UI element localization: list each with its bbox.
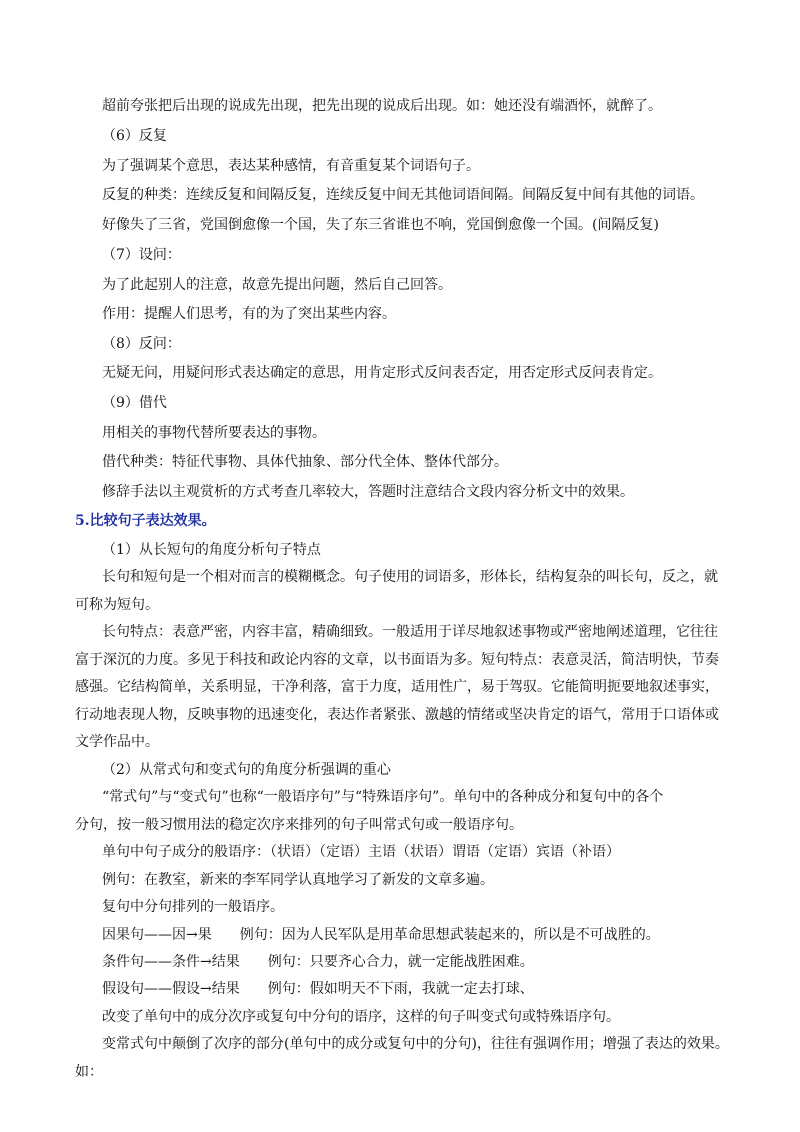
text-line: “常式句”与“变式句”也称“一般语序句”与“特殊语序句”。单句中的各种成分和复句中的各个 (102, 789, 664, 805)
text-line: 单句中句子成分的般语序：（状语）（定语）主语（状语）谓语（定语）宾语（补语） (102, 844, 620, 860)
text-line: 好像失了三省，党国倒愈像一个国，失了东三省谁也不响，党国倒愈像一个国。(间隔反复) (102, 217, 659, 233)
text-line: 富于深沉的力度。多见于科技和政论内容的文章，以书面语为多。短句特点：表意灵活，简洁明快，节奏 (75, 652, 719, 668)
text-line: 因果句——因→果 例句：因为人民军队是用革命思想武装起来的，所以是不可战胜的。 (102, 927, 660, 943)
text-line: 无疑无问，用疑问形式表达确定的意思，用肯定形式反问表否定，用否定形式反问表肯定。 (102, 365, 662, 381)
text-line: 条件句——条件→结果 例句：只要齐心合力，就一定能战胜困难。 (102, 954, 534, 970)
text-line: 长句特点：表意严密，内容丰富，精确细致。一般适用于详尽地叙述事物或严密地阐述道理，它往往 (102, 624, 718, 640)
text-line: 文学作品中。 (75, 734, 159, 750)
text-line: 为了此起别人的注意，故意先提出问题，然后自己回答。 (102, 277, 452, 293)
text-line: 复句中分句排列的一般语序。 (102, 899, 284, 915)
text-line: 改变了单句中的成分次序或复句中分句的语序，这样的句子叫变式句或特殊语序句。 (102, 1009, 620, 1025)
text-line: 分句，按一般习惯用法的稳定次序来排列的句子叫常式句或一般语序句。 (75, 817, 523, 833)
text-line: 行动地表现人物，反映事物的迅速变化，表达作者紧张、激越的情绪或坚决肯定的语气，常用于口语体或 (75, 707, 719, 723)
text-line: 变常式句中颠倒了次序的部分(单句中的成分或复句中的分句)，往往有强调作用；增强了表达的效果。 (102, 1036, 729, 1052)
text-line: 用相关的事物代替所要表达的事物。 (102, 425, 326, 441)
text-line: 修辞手法以主观赏析的方式考查几率较大，答题时注意结合文段内容分析文中的效果。 (102, 484, 634, 500)
text-line: 感强。它结构简单，关系明显，干净利落，富于力度，适用性广，易于驾驭。它能简明扼要地叙述事实， (75, 679, 719, 695)
subsection-label: （1）从长短句的角度分析句子特点 (102, 542, 321, 558)
text-line: 超前夸张把后出现的说成先出现，把先出现的说成后出现。如：她还没有端酒怀，就醉了。 (102, 98, 662, 114)
section-heading: 5.比较句子表达效果。 (75, 513, 216, 529)
text-line: 可称为短句。 (75, 597, 159, 613)
text-line: 作用：提醒人们思考，有的为了突出某些内容。 (102, 306, 396, 322)
section-label-metonymy: （9）借代 (102, 395, 167, 411)
text-line: 长句和短句是一个相对而言的模糊概念。句子使用的词语多，形体长，结构复杂的叫长句，反之，就 (102, 569, 718, 585)
text-line: 例句：在教室，新来的李军同学认真地学习了新发的文章多遍。 (102, 872, 494, 888)
subsection-label: （2）从常式句和变式句的角度分析强调的重心 (102, 762, 391, 778)
text-line: 为了强调某个意思，表达某种感情，有音重复某个词语句子。 (102, 158, 480, 174)
section-label-repetition: （6）反复 (102, 128, 167, 144)
section-label-rhetorical-question: （7）设问： (102, 247, 181, 263)
text-line: 假设句——假设→结果 例句：假如明天不下雨，我就一定去打球、 (102, 981, 534, 997)
section-label-counter-question: （8）反问： (102, 336, 181, 352)
text-line: 借代种类：特征代事物、具体代抽象、部分代全体、整体代部分。 (102, 454, 508, 470)
text-line: 如： (75, 1064, 103, 1080)
text-line: 反复的种类：连续反复和间隔反复，连续反复中间无其他词语间隔。间隔反复中间有其他的词语。 (102, 187, 704, 203)
